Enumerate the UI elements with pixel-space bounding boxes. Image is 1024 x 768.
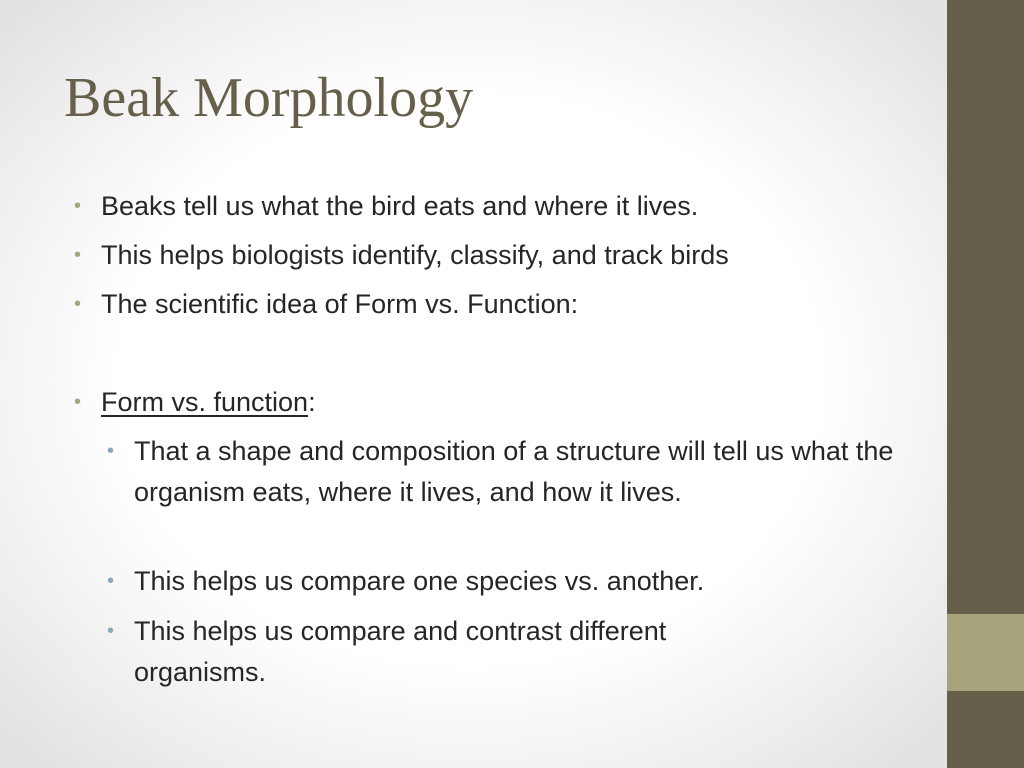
decorative-side-accent — [947, 614, 1024, 691]
bullet-dot-icon: • — [107, 620, 115, 642]
sub-bullet-text: This helps us compare one species vs. another. — [134, 566, 705, 596]
term-suffix: : — [308, 387, 316, 417]
bullet-text: Beaks tell us what the bird eats and where it lives. — [101, 191, 699, 221]
sub-bullet-text: This helps us compare and contrast different organisms. — [134, 616, 667, 687]
bullet-dot-icon: • — [74, 391, 82, 413]
sub-bullet-item — [107, 431, 904, 513]
bullet-text: The scientific idea of Form vs. Function: — [101, 289, 579, 319]
bullet-dot-icon: • — [74, 195, 82, 217]
bullet-text: This helps biologists identify, classify, and track birds — [101, 240, 729, 270]
bullet-dot-icon: • — [74, 293, 82, 315]
bullet-item — [74, 235, 729, 276]
bullet-item — [74, 382, 316, 423]
bullet-dot-icon: • — [107, 440, 115, 462]
slide-title: Beak Morphology — [64, 67, 474, 129]
bullet-item — [74, 186, 699, 227]
bullet-dot-icon: • — [74, 244, 82, 266]
underlined-term: Form vs. function — [101, 387, 309, 417]
bullet-item — [74, 284, 579, 325]
sub-bullet-item — [107, 561, 904, 602]
sub-bullet-text: That a shape and composition of a structure will tell us what the organism eats, where it lives, and how it lives. — [134, 436, 894, 507]
sub-bullet-item — [107, 611, 774, 693]
bullet-dot-icon: • — [107, 570, 115, 592]
